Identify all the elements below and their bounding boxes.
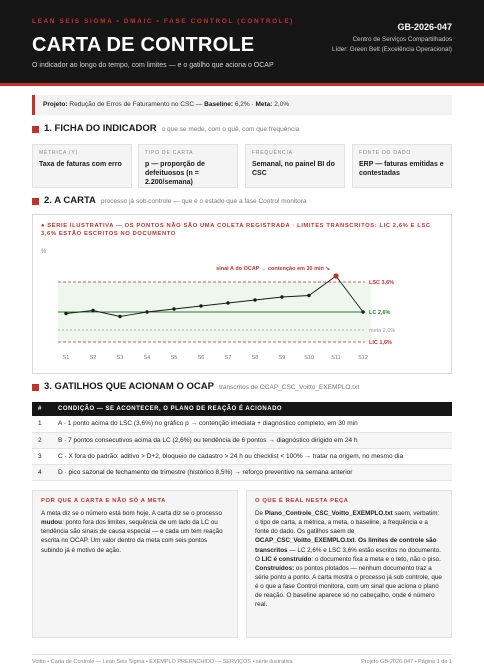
x-tick-label: S8: [251, 355, 259, 361]
card-label: FREQUÊNCIA: [252, 150, 293, 156]
data-point: [280, 295, 283, 298]
data-point: [91, 309, 94, 312]
data-point: [307, 294, 310, 297]
table-row: [32, 416, 452, 432]
section-2-subtitle: processo já sob controle — que é o estado que a fase Control monitora: [100, 198, 307, 205]
meta-label: meta 2,0%: [369, 328, 396, 334]
indicator-card: [245, 144, 345, 188]
data-point: [172, 307, 175, 310]
row-number: 1: [32, 416, 52, 432]
data-point: [199, 304, 202, 307]
card-value: p — proporção de defeituosos (n = 2.200/semana): [145, 161, 205, 187]
box-text-part: — LC 2,6% e LSC 3,6% estão escritos no documento. O: [255, 546, 441, 563]
chart-note: ● SÉRIE ILUSTRATIVA — OS PONTOS NÃO SÃO UMA COLETA REGISTRADA · LIMITES TRANSCRITOS: LIC 2,6% E LSC 3,6% ESTÃO ESCRITOS NO DOCUMENTO: [41, 223, 431, 238]
card-label: FONTE DO DADO: [359, 150, 412, 156]
x-tick-label: S3: [116, 355, 124, 361]
data-point: [64, 312, 67, 315]
table-row: [32, 432, 452, 448]
x-tick-label: S6: [197, 355, 205, 361]
x-tick-label: S5: [170, 355, 178, 361]
x-tick-label: S7: [224, 355, 232, 361]
lsc-label: LSC 3,6%: [369, 280, 395, 286]
control-chart-panel: [32, 214, 452, 374]
lc-label: LC 2,6%: [369, 310, 391, 316]
table-row: [32, 448, 452, 464]
project-text: Redução de Erros de Faturamento no CSC —: [69, 101, 203, 108]
page-title: CARTA DE CONTROLE: [32, 34, 255, 56]
x-tick-label: S9: [278, 355, 286, 361]
indicator-cards: [32, 144, 452, 188]
footer-divider: [32, 654, 452, 655]
section-3-title: 3. GATILHOS QUE ACIONAM O OCAP: [44, 381, 214, 392]
section-2-title: 2. A CARTA: [44, 195, 96, 206]
indicator-card: [32, 144, 132, 188]
box-text-bold: Os limites de controle são transcritos: [255, 537, 437, 554]
x-tick-label: S10: [304, 355, 314, 361]
why-chart-box: [32, 490, 238, 638]
row-number: 4: [32, 464, 52, 480]
card-value: Taxa de faturas com erro: [39, 161, 122, 168]
section-1-subtitle: o que se mede, com o quê, com que frequência: [161, 126, 300, 133]
data-point: [118, 315, 121, 318]
table-header-row: [32, 402, 452, 416]
box-text: [41, 509, 229, 555]
box-heading: POR QUE A CARTA E NÃO SÓ A META: [41, 498, 166, 504]
box-text-bold: mudou: [41, 519, 62, 527]
section-marker: [32, 126, 39, 133]
section-3-subtitle: transcritos de OCAP_CSC_Voitto_EXEMPLO.txt: [218, 384, 360, 391]
box-text-part: : o documento fixa a meta e o teto, não o piso.: [311, 555, 441, 563]
triggers-table: [32, 402, 452, 481]
data-point: [361, 310, 364, 313]
section-1-title: 1. FICHA DO INDICADOR: [44, 123, 157, 134]
row-number: 2: [32, 432, 52, 448]
box-text-bold: OCAP_CSC_Voitto_EXEMPLO.txt: [255, 537, 355, 545]
indicator-card: [352, 144, 452, 188]
row-condition: A · 1 ponto acima do LSC (3,6%) no gráfico p → contenção imediata + diagnóstico completo, em 30 min: [52, 416, 452, 432]
column-header-number: #: [32, 402, 52, 416]
organization-name: Centro de Serviços Compartilhados: [352, 36, 452, 43]
card-label: MÉTRICA (Y): [39, 150, 79, 156]
box-text-part: De: [255, 510, 265, 517]
card-label: TIPO DE CARTA: [145, 150, 194, 156]
footer-right: Projeto GB-2026-047 • Página 1 de 1: [361, 659, 452, 665]
header-eyebrow: LEAN SEIS SIGMA • DMAIC • FASE CONTROL (CONTROLE): [32, 18, 295, 25]
alert-point: [333, 273, 338, 278]
data-point: [253, 298, 256, 301]
box-text-part: : ponto fora dos limites, sequência de um lado da LC ou tendência são sinais de causa especial — e cada um tem reação escrita no OCAP. Um valor dentro da meta com seis pontos subindo já é motivo de ação.: [41, 519, 223, 554]
control-chart: [33, 215, 451, 373]
box-text-part: os pontos plotados — nenhum documento traz a série ponto a ponto. A carta mostra o processo já sob controle, que é o que a fase Control monitora, com um sinal que aciona o plano de reação. O baseline aparece só no cabeçalho, onde é número real.: [255, 564, 442, 609]
row-condition: C · X fora do padrão: aditivo > D+2, bloqueio de cadastro > 24 h ou checklist < 100% → tratar na origem, no mesmo dia: [52, 448, 452, 464]
data-point: [145, 310, 148, 313]
project-label: Projeto:: [43, 101, 68, 108]
section-1-heading: [32, 124, 452, 138]
project-code: GB-2026-047: [397, 22, 452, 32]
card-value: ERP — faturas emitidas e contestadas: [359, 161, 444, 178]
data-point: [226, 301, 229, 304]
column-header-condition: CONDIÇÃO — SE ACONTECER, O PLANO DE REAÇÃO É ACIONADO: [52, 402, 452, 416]
x-tick-label: S12: [358, 355, 368, 361]
row-condition: D · pico sazonal de fechamento de trimestre (histórico 8,5%) → reforço preventivo na semana anterior: [52, 464, 452, 480]
row-condition: B · 7 pontos consecutivos acima da LC (2,6%) ou tendência de 6 pontos → diagnóstico dirigido em 24 h: [52, 432, 452, 448]
x-tick-label: S11: [331, 355, 341, 361]
lic-label: LIC 1,6%: [369, 340, 392, 346]
table-row: [32, 464, 452, 480]
project-bar: [32, 95, 452, 115]
baseline-value: 6,2% ·: [234, 101, 254, 108]
section-marker: [32, 198, 39, 205]
goal-value: 2,0%: [274, 101, 290, 108]
x-tick-label: S4: [143, 355, 151, 361]
box-text-bold: Construídos:: [255, 564, 295, 572]
section-2-heading: [32, 196, 452, 210]
page-subtitle: O indicador ao longo do tempo, com limites — e o gatilho que aciona o OCAP: [32, 62, 274, 69]
box-text-bold: Plano_Controle_CSC_Voitto_EXEMPLO.txt: [264, 510, 393, 517]
footer-left: Voitto • Carta de Controle — Lean Seis Sigma • EXEMPLO PREENCHIDO — SERVIÇOS • série ilustrativa: [32, 659, 293, 665]
baseline-label: Baseline:: [204, 101, 234, 108]
x-tick-label: S1: [62, 355, 70, 361]
y-axis-label: %: [41, 249, 47, 255]
what-is-real-box: [246, 490, 452, 638]
goal-label: Meta:: [255, 101, 273, 108]
row-number: 3: [32, 448, 52, 464]
section-3-heading: [32, 382, 452, 396]
box-text: [255, 509, 443, 609]
box-text-part: .: [354, 537, 359, 545]
section-marker: [32, 384, 39, 391]
page-header: [0, 0, 484, 86]
box-text-part: A meta diz se o número está bom hoje. A carta diz se o processo: [41, 510, 222, 517]
box-heading: O QUE É REAL NESTA PEÇA: [255, 498, 349, 504]
project-leader: Líder: Green Belt (Excelência Operacional): [331, 46, 452, 53]
x-tick-label: S2: [89, 355, 97, 361]
box-text-bold: LIC é construído: [261, 555, 312, 563]
card-value: Semanal, no painel BI do CSC: [252, 161, 335, 178]
box-text-part: saem, verbatim: o tipo de carta, a métrica, a meta, o baseline, a frequência e a fonte do dado. Os gatilhos saem de: [255, 510, 440, 536]
indicator-card: [138, 144, 238, 188]
alert-annotation: sinal A do OCAP → contenção em 30 min ↘: [216, 266, 330, 272]
